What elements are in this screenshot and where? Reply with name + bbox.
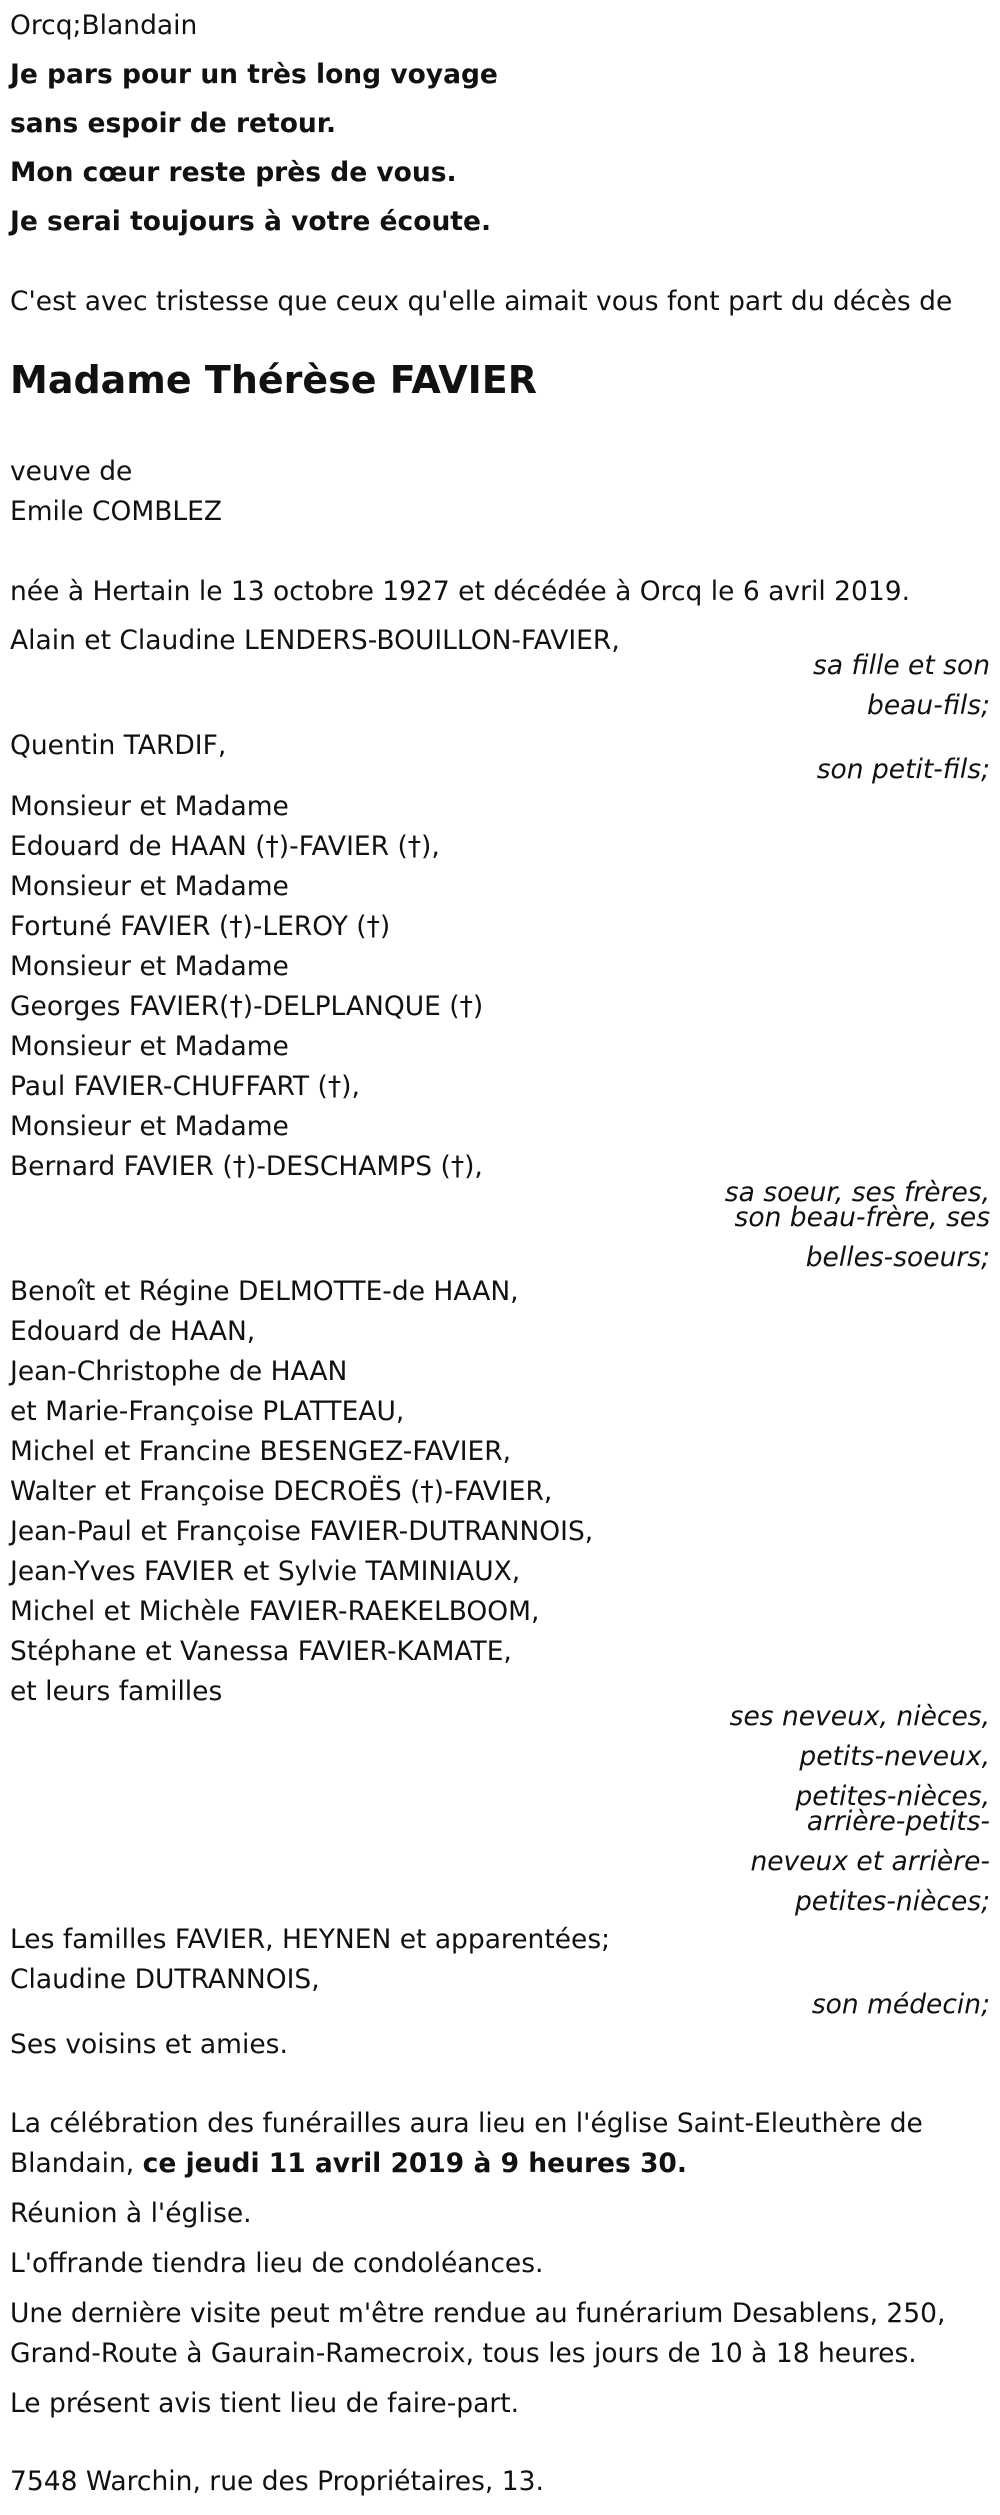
offering-line: L'offrande tiendra lieu de condoléances. bbox=[10, 2248, 544, 2279]
sibling-line: Monsieur et Madame bbox=[10, 1111, 289, 1142]
nephew-line: Jean-Yves FAVIER et Sylvie TAMINIAUX, bbox=[10, 1556, 521, 1587]
funeral-line-2 bbox=[10, 2144, 687, 2184]
siblings-relation-2: son beau-frère, ses bbox=[734, 1202, 990, 1233]
nephew-line: Michel et Francine BESENGEZ-FAVIER, bbox=[10, 1436, 512, 1467]
doctor-relation: son médecin; bbox=[811, 1989, 990, 2020]
spouse-name: Emile COMBLEZ bbox=[10, 496, 223, 527]
daughter-relation-2: beau-fils; bbox=[867, 690, 990, 721]
visit-line-1: Une dernière visite peut m'être rendue au funérarium Desablens, 250, bbox=[10, 2298, 946, 2329]
siblings-relation-1: sa soeur, ses frères, bbox=[724, 1177, 990, 1208]
sibling-line: Georges FAVIER(†)-DELPLANQUE (†) bbox=[10, 991, 484, 1022]
nephews-relation-5: neveux et arrière- bbox=[750, 1846, 990, 1877]
daughter-relation-1: sa fille et son bbox=[813, 650, 990, 681]
sibling-line: Monsieur et Madame bbox=[10, 951, 289, 982]
sibling-line: Paul FAVIER-CHUFFART (†), bbox=[10, 1071, 360, 1102]
nephew-line: Jean-Paul et Françoise FAVIER-DUTRANNOIS, bbox=[10, 1516, 594, 1547]
nephew-line: et Marie-Françoise PLATTEAU, bbox=[10, 1396, 405, 1427]
sibling-line: Monsieur et Madame bbox=[10, 1031, 289, 1062]
nephew-line: Michel et Michèle FAVIER-RAEKELBOOM, bbox=[10, 1596, 540, 1627]
nephew-line: et leurs familles bbox=[10, 1676, 223, 1707]
poem-line-1: Je pars pour un très long voyage bbox=[10, 59, 498, 90]
intro-text: C'est avec tristesse que ceux qu'elle aimait vous font part du décès de bbox=[10, 286, 953, 317]
poem-line-4: Je serai toujours à votre écoute. bbox=[10, 206, 492, 237]
deceased-name: Madame Thérèse FAVIER bbox=[10, 358, 537, 402]
nephew-line: Jean-Christophe de HAAN bbox=[10, 1356, 348, 1387]
grandson-line: Quentin TARDIF, bbox=[10, 730, 227, 761]
meeting-line: Réunion à l'église. bbox=[10, 2198, 252, 2229]
nephews-relation-6: petites-nièces; bbox=[794, 1886, 990, 1917]
daughter-line: Alain et Claudine LENDERS-BOUILLON-FAVIER, bbox=[10, 625, 620, 656]
notice-line: Le présent avis tient lieu de faire-part. bbox=[10, 2388, 520, 2419]
widow-of: veuve de bbox=[10, 456, 133, 487]
sibling-line: Fortuné FAVIER (†)-LEROY (†) bbox=[10, 911, 391, 942]
sibling-line: Monsieur et Madame bbox=[10, 791, 289, 822]
funeral-line-1: La célébration des funérailles aura lieu en l'église Saint-Eleuthère de bbox=[10, 2108, 923, 2139]
nephews-relation-4: arrière-petits- bbox=[806, 1806, 990, 1837]
sibling-line: Bernard FAVIER (†)-DESCHAMPS (†), bbox=[10, 1151, 483, 1182]
sibling-line: Edouard de HAAN (†)-FAVIER (†), bbox=[10, 831, 440, 862]
doctor-line: Claudine DUTRANNOIS, bbox=[10, 1964, 320, 1995]
poem-line-3: Mon cœur reste près de vous. bbox=[10, 157, 457, 188]
nephew-line: Edouard de HAAN, bbox=[10, 1316, 256, 1347]
nephew-line: Benoît et Régine DELMOTTE-de HAAN, bbox=[10, 1276, 519, 1307]
nephew-line: Stéphane et Vanessa FAVIER-KAMATE, bbox=[10, 1636, 512, 1667]
neighbours-line: Ses voisins et amies. bbox=[10, 2029, 288, 2060]
nephews-relation-1: ses neveux, nièces, bbox=[729, 1701, 990, 1732]
sibling-line: Monsieur et Madame bbox=[10, 871, 289, 902]
funeral-date: ce jeudi 11 avril 2019 à 9 heures 30. bbox=[142, 2148, 687, 2179]
nephews-relation-2: petits-neveux, bbox=[799, 1741, 990, 1772]
families-line: Les familles FAVIER, HEYNEN et apparentées; bbox=[10, 1924, 611, 1955]
visit-line-2: Grand-Route à Gaurain-Ramecroix, tous les jours de 10 à 18 heures. bbox=[10, 2338, 917, 2369]
grandson-relation: son petit-fils; bbox=[816, 754, 990, 785]
place: Orcq;Blandain bbox=[10, 10, 198, 41]
nephew-line: Walter et Françoise DECROËS (†)-FAVIER, bbox=[10, 1476, 553, 1507]
address-line: 7548 Warchin, rue des Propriétaires, 13. bbox=[10, 2466, 544, 2497]
funeral-place: Blandain, bbox=[10, 2148, 135, 2179]
nephews-relation-3: petites-nièces, bbox=[795, 1781, 990, 1812]
poem-line-2: sans espoir de retour. bbox=[10, 108, 337, 139]
siblings-relation-3: belles-soeurs; bbox=[805, 1242, 990, 1273]
birth-death-dates: née à Hertain le 13 octobre 1927 et décédée à Orcq le 6 avril 2019. bbox=[10, 576, 910, 607]
